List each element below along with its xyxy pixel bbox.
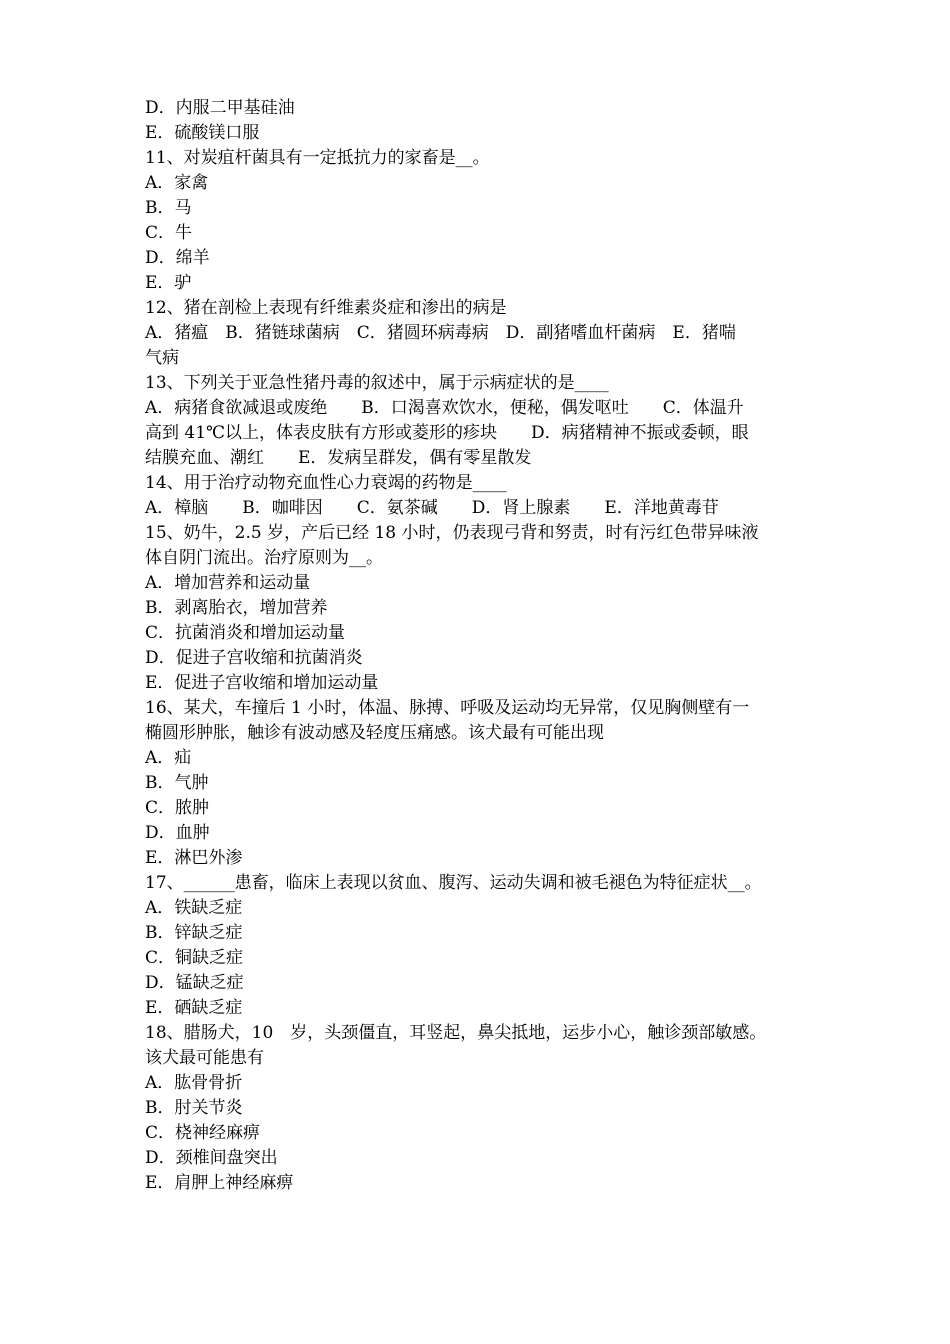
option-line: E．硒缺乏症: [145, 998, 243, 1018]
question-16: 16、某犬，车撞后 1 小时，体温、脉搏、呼吸及运动均无异常，仅见胸侧壁有一: [145, 698, 750, 718]
option-line: B．马: [145, 198, 192, 218]
option-line: 气病: [145, 348, 179, 368]
option-line: A．疝: [145, 748, 192, 768]
question-18: 18、腊肠犬，10 岁，头颈僵直，耳竖起，鼻尖抵地，运步小心，触诊颈部敏感。: [145, 1023, 767, 1043]
option-line: D．促进子宫收缩和抗菌消炎: [145, 648, 363, 668]
question-15-continued: 体自阴门流出。治疗原则为__。: [145, 548, 383, 568]
option-line: D．绵羊: [145, 248, 210, 268]
option-line: C．铜缺乏症: [145, 948, 244, 968]
option-line: A．肱骨骨折: [145, 1073, 243, 1093]
question-12: 12、猪在剖检上表现有纤维素炎症和渗出的病是: [145, 298, 507, 318]
option-line: D．血肿: [145, 823, 210, 843]
option-line: B．剥离胎衣，增加营养: [145, 598, 328, 618]
option-line: 结膜充血、潮红 E．发病呈群发，偶有零星散发: [145, 448, 532, 468]
option-line: C．抗菌消炎和增加运动量: [145, 623, 346, 643]
option-line: A．家禽: [145, 173, 209, 193]
option-line: B．锌缺乏症: [145, 923, 243, 943]
option-line: B．肘关节炎: [145, 1098, 243, 1118]
option-line: A．猪瘟 B．猪链球菌病 C．猪圆环病毒病 D．副猪嗜血杆菌病 E．猪喘: [145, 323, 736, 343]
option-line: 高到 41℃以上，体表皮肤有方形或菱形的疹块 D．病猪精神不振或委顿，眼: [145, 423, 749, 443]
question-18-continued: 该犬最可能患有: [145, 1048, 264, 1068]
question-11: 11、对炭疽杆菌具有一定抵抗力的家畜是__。: [145, 148, 490, 168]
option-line: D．颈椎间盘突出: [145, 1148, 278, 1168]
option-line: A．樟脑 B．咖啡因 C．氨茶碱 D．肾上腺素 E．洋地黄毒苷: [145, 498, 719, 518]
option-line: C．桡神经麻痹: [145, 1123, 261, 1143]
option-line: E．肩胛上神经麻痹: [145, 1173, 294, 1193]
option-line: C．脓肿: [145, 798, 210, 818]
option-line: E．硫酸镁口服: [145, 123, 260, 143]
option-line: B．气肿: [145, 773, 209, 793]
question-16-continued: 椭圆形肿胀，触诊有波动感及轻度压痛感。该犬最有可能出现: [145, 723, 604, 743]
option-line: A．增加营养和运动量: [145, 573, 311, 593]
question-14: 14、用于治疗动物充血性心力衰竭的药物是____: [145, 473, 507, 493]
option-line: E．淋巴外渗: [145, 848, 243, 868]
option-line: E．促进子宫收缩和增加运动量: [145, 673, 379, 693]
option-line: A．病猪食欲减退或废绝 B．口渴喜欢饮水，便秘，偶发呕吐 C．体温升: [145, 398, 744, 418]
option-line: E．驴: [145, 273, 192, 293]
option-line: D．内服二甲基硅油: [145, 98, 295, 118]
document-page: [145, 96, 815, 1196]
option-line: C．牛: [145, 223, 193, 243]
question-13: 13、下列关于亚急性猪丹毒的叙述中，属于示病症状的是____: [145, 373, 609, 393]
question-15: 15、奶牛，2.5 岁，产后已经 18 小时，仍表现弓背和努责，时有污红色带异味液: [145, 523, 759, 543]
question-17: 17、______患畜，临床上表现以贫血、腹泻、运动失调和被毛褪色为特征症状__。: [145, 873, 762, 893]
option-line: D．锰缺乏症: [145, 973, 244, 993]
option-line: A．铁缺乏症: [145, 898, 243, 918]
